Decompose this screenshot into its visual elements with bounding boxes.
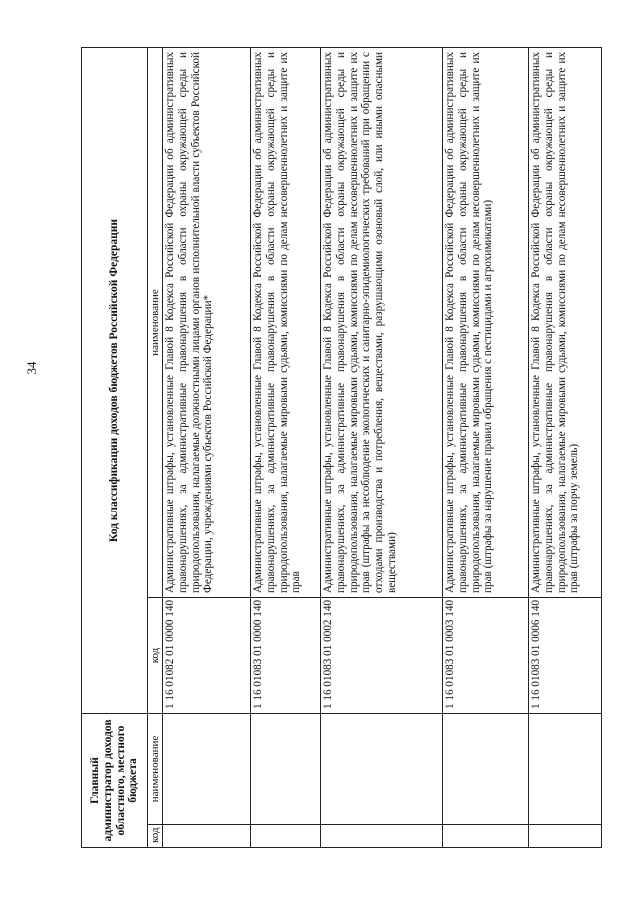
header-classification-group: Код классификации доходов бюджетов Российской Федерации xyxy=(82,47,148,713)
description-cell: Административные штрафы, установленные Главой 8 Кодекса Российской Федерации об административных правонарушениях, за административные правонарушения в области охраны окружающей среды и природопользования, налагаемые мировыми судьями, комиссиями по делам несовершеннолетних и защите их прав (штрафы за порчу земель) xyxy=(529,47,602,597)
code-cell: 1 16 01083 01 0006 140 xyxy=(529,597,602,713)
table-row xyxy=(321,47,443,847)
revenue-classification-table xyxy=(81,47,602,848)
description-cell: Административные штрафы, установленные Главой 8 Кодекса Российской Федерации об административных правонарушениях, за административные правонарушения в области охраны окружающей среды и природопользования, налагаемые мировыми судьями, комиссиями по делам несовершеннолетних и защите их прав (штрафы за несоблюдение экологических и санитарно-эпидемиологических требований при обращении с отходами производства и потребления, веществами, разрушающими озоновый слой, или иными опасными веществами) xyxy=(321,47,443,597)
admin-code-cell xyxy=(443,825,529,848)
code-cell: 1 16 01083 01 0003 140 xyxy=(443,597,529,713)
description-cell: Административные штрафы, установленные Главой 8 Кодекса Российской Федерации об административных правонарушениях, за административные правонарушения в области охраны окружающей среды и природопользования, налагаемые мировыми судьями, комиссиями по делам несовершеннолетних и защите их прав (штрафы за нарушение правил обращения с пестицидами и агрохимикатами) xyxy=(443,47,529,597)
table-row xyxy=(529,47,602,847)
admin-name-cell xyxy=(163,713,251,824)
code-cell: 1 16 01083 01 0000 140 xyxy=(251,597,321,713)
header-admin-group: Главный администратор доходов областного, местного бюджета xyxy=(82,713,148,847)
description-cell: Административные штрафы, установленные Главой 8 Кодекса Российской Федерации об административных правонарушениях, за административные правонарушения в области охраны окружающей среды и природопользования, налагаемые должностными лицами органов исполнительной власти субъектов Российской Федерации, учреждениями субъектов Российской Федерации* xyxy=(163,47,251,597)
rotated-table-wrapper xyxy=(81,48,581,848)
admin-code-cell xyxy=(321,825,443,848)
admin-code-cell xyxy=(251,825,321,848)
admin-name-cell xyxy=(251,713,321,824)
description-cell: Административные штрафы, установленные Главой 8 Кодекса Российской Федерации об административных правонарушениях, за административные правонарушения в области охраны окружающей среды и природопользования, налагаемые мировыми судьями, комиссиями по делам несовершеннолетних и защите их прав xyxy=(251,47,321,597)
header-admin-code: код xyxy=(148,825,163,848)
admin-name-cell xyxy=(443,713,529,824)
page-number: 34 xyxy=(24,361,39,375)
admin-code-cell xyxy=(529,825,602,848)
code-cell: 1 16 01083 01 0002 140 xyxy=(321,597,443,713)
admin-name-cell xyxy=(529,713,602,824)
header-admin-name: наименование xyxy=(148,713,163,824)
admin-name-cell xyxy=(321,713,443,824)
table-row xyxy=(443,47,529,847)
admin-code-cell xyxy=(163,825,251,848)
header-name: наименование xyxy=(148,47,163,597)
header-code: код xyxy=(148,597,163,713)
table-row xyxy=(251,47,321,847)
code-cell: 1 16 01082 01 0000 140 xyxy=(163,597,251,713)
table-row xyxy=(163,47,251,847)
